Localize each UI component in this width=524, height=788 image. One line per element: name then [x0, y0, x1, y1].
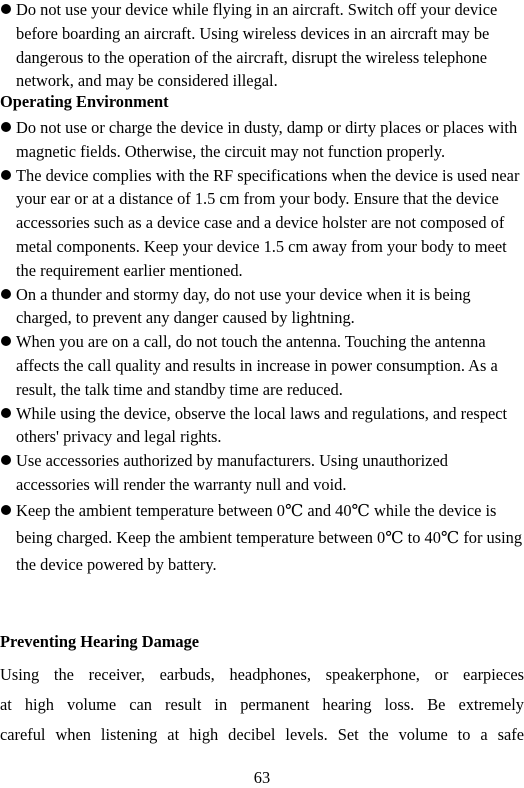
heading-operating-environment: Operating Environment: [0, 92, 169, 111]
intro-bullet-list: [0, 0, 524, 93]
hearing-line-1: Using the receiver, earbuds, headphones, speakerphone, or earpieces: [0, 665, 524, 684]
heading-preventing-hearing-damage: Preventing Hearing Damage: [0, 632, 200, 651]
bullet-rf-specifications: The device complies with the RF specifications when the device is used near your ear or at a distance of 1.5 cm from your body. Ensure that the device accessories such as a device case and a device holster are not composed of metal components. Keep your device 1.5 cm away from your body to meet the requirement earlier mentioned.: [0, 164, 524, 283]
operating-bullet-list: [0, 116, 524, 578]
page-number: 63: [253, 768, 271, 787]
operating-section: [0, 116, 524, 578]
bullet-local-laws: While using the device, observe the local laws and regulations, and respect others' privacy and legal rights.: [0, 402, 524, 450]
hearing-paragraph: [0, 660, 524, 750]
bullet-accessories: Use accessories authorized by manufacturers. Using unauthorized accessories will render the warranty null and void.: [0, 449, 524, 497]
hearing-line-3: careful when listening at high decibel levels. Set the volume to a safe: [0, 725, 524, 744]
bullet-antenna: When you are on a call, do not touch the antenna. Touching the antenna affects the call quality and results in increase in power consumption. As a result, the talk time and standby time are reduced.: [0, 330, 524, 401]
bullet-dusty-places: Do not use or charge the device in dusty, damp or dirty places or places with magnetic fields. Otherwise, the circuit may not function properly.: [0, 116, 524, 164]
hearing-line-2: at high volume can result in permanent hearing loss. Be extremely: [0, 695, 524, 714]
bullet-thunderstorm: On a thunder and stormy day, do not use your device when it is being charged, to prevent any danger caused by lightning.: [0, 283, 524, 331]
intro-section: [0, 0, 524, 93]
bullet-temperature: Keep the ambient temperature between 0℃ and 40℃ while the device is being charged. Keep the ambient temperature between 0℃ to 40℃ for using the device powered by battery.: [0, 497, 524, 578]
bullet-aircraft: Do not use your device while flying in an aircraft. Switch off your device before boarding an aircraft. Using wireless devices in an aircraft may be dangerous to the operation of the aircraft, disrupt the wireless telephone network, and may be considered illegal.: [0, 0, 524, 93]
